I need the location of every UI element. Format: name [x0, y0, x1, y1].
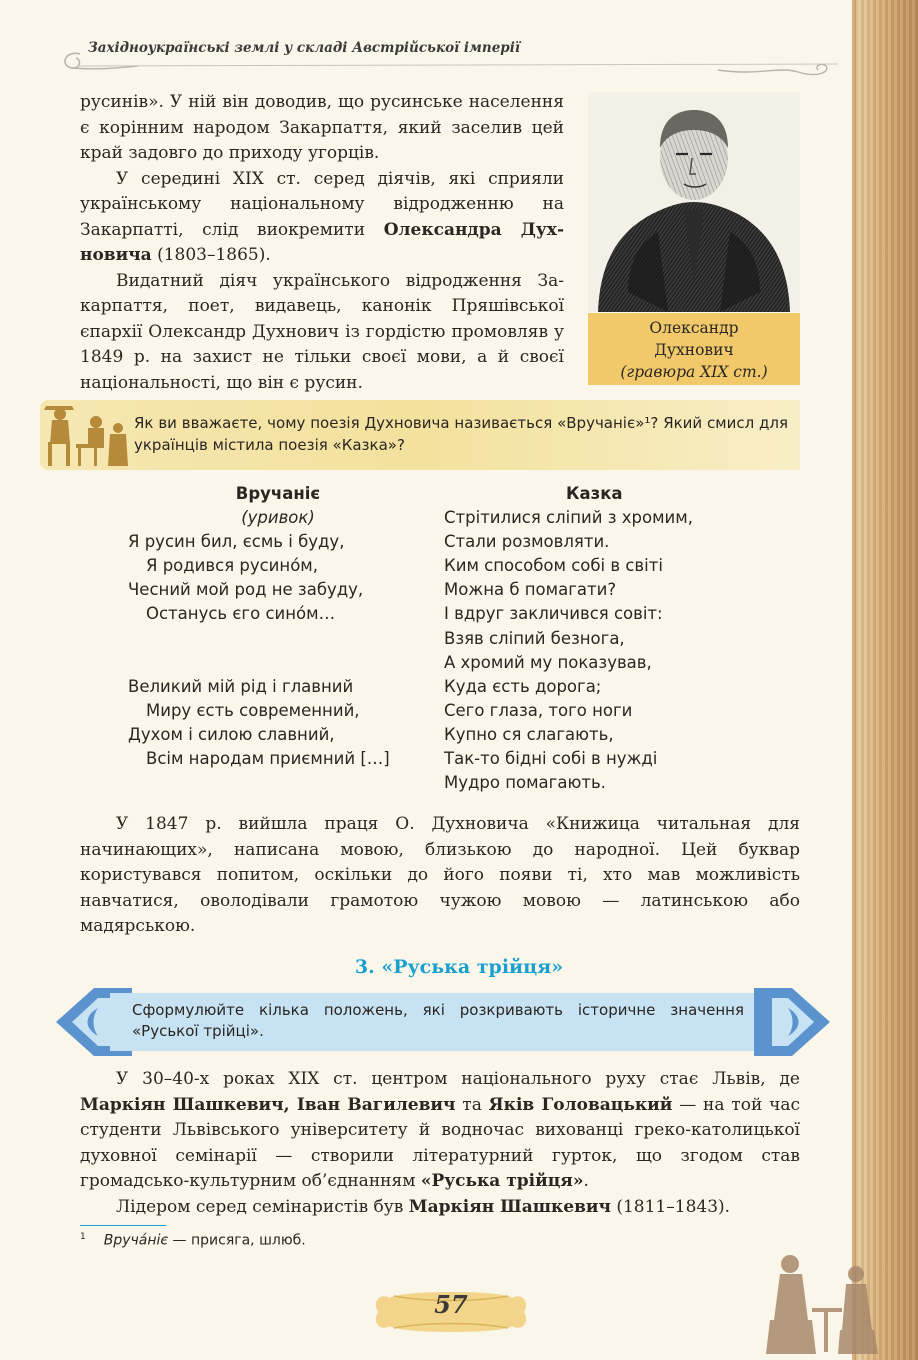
poem-line: Купно ся слагають, [444, 724, 614, 744]
poem-line: Стали розмовляти. [444, 532, 610, 552]
poem-line: Стрітилися сліпий з хромим, [444, 508, 693, 528]
poem-vruchanie [128, 482, 428, 771]
poem-line: Всім народам приємний […] [146, 749, 390, 769]
bold-name: Яків Головацький [488, 1094, 673, 1115]
poem-line: Взяв сліпий безнога, [444, 628, 625, 648]
caption-line: Олександр [649, 319, 739, 337]
poem-line: Можна б помагати? [444, 580, 617, 600]
section-title: 3. «Руська трійця» [354, 956, 564, 978]
paragraph [80, 1195, 800, 1221]
poem-title: Вручаніє [235, 484, 321, 503]
discussion-icon [38, 398, 130, 470]
text-span: (1811–1843). [610, 1196, 731, 1217]
footnote-mark: 1 [80, 1232, 86, 1242]
task-ornament-right [752, 986, 832, 1058]
poem-line: І вдруг закличився совіт: [444, 604, 663, 624]
poem-line: Так-то бідні собі в нужді [444, 749, 658, 769]
paragraph: русинів». У ній він доводив, що русинське населення є корінним народом Закарпаття, який заселив цей край задовго до приходу угорців. [80, 92, 564, 163]
poem-line: Духом і силою славний, [128, 724, 335, 744]
poem-kazka [444, 482, 744, 795]
bold-name: Маркіян Шашкевич [408, 1196, 611, 1217]
bottom-text [80, 1067, 800, 1220]
running-header [58, 36, 848, 84]
portrait-caption [588, 313, 800, 385]
footnote-divider [80, 1225, 166, 1226]
caption-line: (гравюра XIX ст.) [620, 363, 768, 381]
poem-line: Я родився русино́м, [146, 556, 318, 576]
footnote-text: — присяга, шлюб. [168, 1232, 306, 1249]
text-span: У середині XIX ст. серед діячів, які сприяли українському національному відродженню на Закарпатті, слід виокремити [80, 168, 564, 240]
page-number: 57 [434, 1290, 468, 1319]
poem-line: Чесний мой род не забуду, [128, 580, 364, 600]
poem-line: Мудро помагають. [444, 773, 606, 793]
poem-line: Великий мій рід і главний [128, 676, 354, 696]
poem-subtitle: (уривок) [241, 508, 315, 528]
task-text: Сформулюйте кілька положень, які розкривають історичне значення «Руської трійці». [132, 1001, 744, 1040]
intro-text [80, 90, 564, 396]
text-span: (1803–1865). [151, 245, 271, 265]
caption-line: Духнович [654, 341, 734, 359]
bold-name: Олександра Духновича [80, 219, 565, 265]
poem-line: Останусь єго сино́м… [146, 604, 336, 624]
poem-line: А хромий му показував, [444, 652, 652, 672]
text-span: . [583, 1171, 589, 1191]
poem-line: Я русин бил, єсмь і буду, [128, 532, 345, 552]
paragraph [80, 167, 564, 269]
portrait-engraving [588, 92, 800, 312]
bold-name: Маркіян Шашкевич, Іван Вагилевич [80, 1094, 456, 1115]
paragraph: У 1847 р. вийшла праця О. Духновича «Книжица читальная для начинающих», написана мовою, близькою до народної. Цей буквар користувався попитом, оскільки до його появи ті, хто мав можливість навчатися, оволодівали грамотою чужою мовою — латинською або мадярською. [80, 814, 800, 936]
footnote-term: Вруча́ніє [103, 1232, 169, 1249]
text-span: У 30–40-х роках XIX ст. центром національного руху стає Львів, де [116, 1069, 800, 1089]
poem-line: Ким способом собі в світі [444, 556, 663, 576]
footnote [80, 1232, 306, 1249]
paragraph [80, 1067, 800, 1195]
page-number-badge [368, 1282, 534, 1334]
page-edge-texture [852, 0, 918, 1360]
poem-line: Куда єсть дорога; [444, 676, 602, 696]
text-span: — на той час студенти Львівського університету й водночас вихованці греко-католицької духовної семінарії — створили літературний гурток, що згодом став громадсько-культурним об’єднанням [80, 1094, 800, 1191]
silhouette-decoration [760, 1250, 880, 1356]
poem-line: Сего глаза, того ноги [444, 700, 633, 720]
text-span: Лідером серед семінаристів був [116, 1196, 409, 1217]
text-span: та [455, 1094, 489, 1115]
paragraph: Видатний діяч українського відродження Закарпаття, поет, видавець, канонік Пряшівської єпархії Олександр Духнович із гордістю промовляв у 1849 р. на захист не тільки своєї мови, а й своєї національності, що він є русин. [80, 270, 564, 393]
header-title: Західноукраїнські землі у складі Австрійської імперії [88, 40, 520, 56]
question-text: Як ви вважаєте, чому поезія Духновича називається «Вручаніє»¹? Який смисл для українців містила поезія «Казка»? [134, 414, 788, 454]
poem-line: Миру єсть современний, [146, 700, 360, 720]
poem-title: Казка [566, 484, 623, 503]
middle-text [80, 812, 800, 940]
bold-name: «Руська трійця» [420, 1171, 584, 1191]
